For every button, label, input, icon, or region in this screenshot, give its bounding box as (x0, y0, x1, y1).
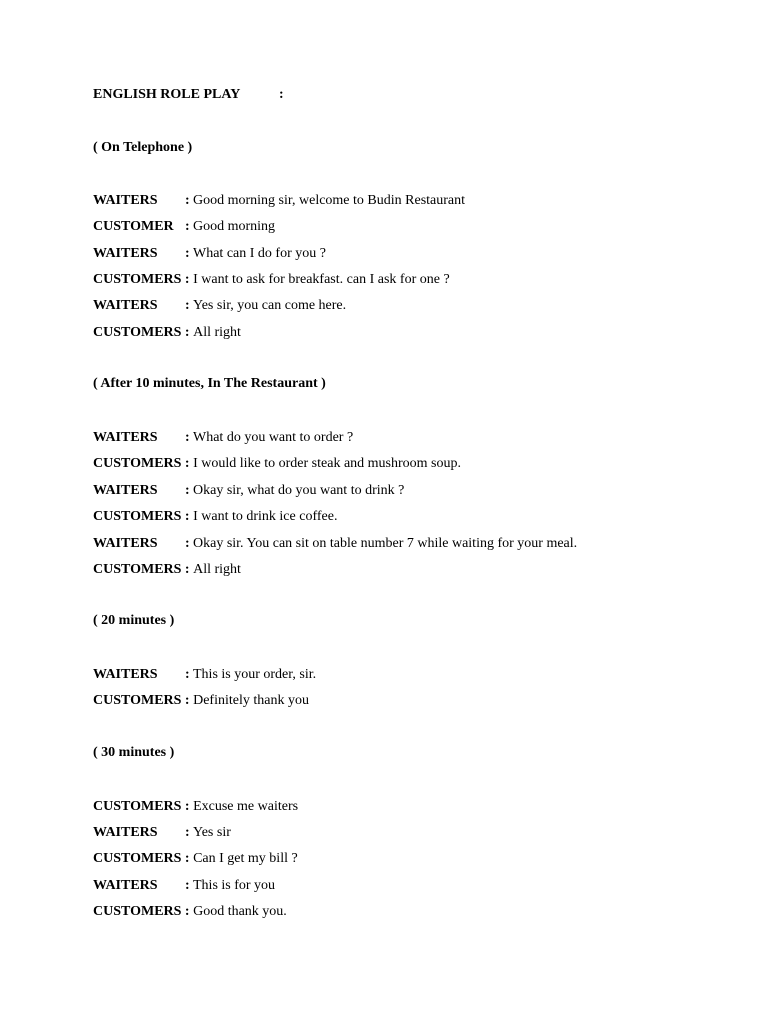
dialogue-text: I would like to order steak and mushroom soup. (193, 456, 461, 471)
speaker-label: WAITERS : (93, 298, 190, 313)
section-heading: ( After 10 minutes, In The Restaurant ) (93, 376, 326, 391)
speaker-label: CUSTOMER : (93, 219, 190, 234)
dialogue-text: All right (193, 562, 241, 577)
speaker-label: WAITERS : (93, 483, 190, 498)
dialogue-text: What do you want to order ? (193, 430, 354, 445)
speaker-label: CUSTOMERS : (93, 325, 190, 340)
speaker-label: WAITERS : (93, 193, 190, 208)
speaker-label: CUSTOMERS : (93, 693, 190, 708)
section-heading: ( On Telephone ) (93, 140, 193, 155)
title-colon: : (279, 87, 284, 102)
speaker-label: CUSTOMERS : (93, 456, 190, 471)
section-heading: ( 30 minutes ) (93, 745, 175, 760)
dialogue-line (93, 297, 346, 315)
dialogue-line (93, 455, 461, 473)
speaker-label: CUSTOMERS : (93, 799, 190, 814)
dialogue-line (93, 850, 298, 868)
speaker-label: WAITERS : (93, 430, 190, 445)
dialogue-text: Okay sir. You can sit on table number 7 while waiting for your meal. (193, 536, 578, 551)
dialogue-line (93, 535, 577, 553)
dialogue-text: Yes sir, you can come here. (193, 298, 347, 313)
dialogue-line (93, 218, 275, 236)
dialogue-text: Okay sir, what do you want to drink ? (193, 483, 405, 498)
dialogue-text: I want to drink ice coffee. (193, 509, 338, 524)
title-text: ENGLISH ROLE PLAY (93, 87, 241, 102)
speaker-label: WAITERS : (93, 536, 190, 551)
speaker-label: WAITERS : (93, 667, 190, 682)
dialogue-line (93, 429, 353, 447)
dialogue-text: Good morning sir, welcome to Budin Restaurant (193, 193, 466, 208)
speaker-label: CUSTOMERS : (93, 509, 190, 524)
dialogue-line (93, 324, 241, 342)
section-heading: ( 20 minutes ) (93, 613, 175, 628)
speaker-label: CUSTOMERS : (93, 272, 190, 287)
dialogue-line (93, 508, 337, 526)
speaker-label: CUSTOMERS : (93, 562, 190, 577)
dialogue-text: Definitely thank you (193, 693, 309, 708)
dialogue-text: This is your order, sir. (193, 667, 317, 682)
document-title (93, 87, 284, 103)
dialogue-line (93, 192, 465, 210)
dialogue-text: Yes sir (193, 825, 231, 840)
dialogue-line (93, 877, 275, 895)
dialogue-text: Good thank you. (193, 904, 287, 919)
speaker-label: WAITERS : (93, 825, 190, 840)
dialogue-line (93, 271, 450, 289)
speaker-label: CUSTOMERS : (93, 851, 190, 866)
dialogue-line (93, 245, 326, 263)
dialogue-text: Good morning (193, 219, 276, 234)
dialogue-text: Excuse me waiters (193, 799, 299, 814)
dialogue-text: All right (193, 325, 241, 340)
dialogue-text: What can I do for you ? (193, 246, 326, 261)
dialogue-line (93, 482, 404, 500)
dialogue-text: This is for you (193, 878, 276, 893)
dialogue-line (93, 692, 309, 710)
dialogue-line (93, 798, 298, 816)
dialogue-line (93, 903, 287, 921)
dialogue-text: I want to ask for breakfast. can I ask for one ? (193, 272, 450, 287)
dialogue-line (93, 824, 231, 842)
speaker-label: CUSTOMERS : (93, 904, 190, 919)
dialogue-line (93, 561, 241, 579)
speaker-label: WAITERS : (93, 878, 190, 893)
speaker-label: WAITERS : (93, 246, 190, 261)
dialogue-line (93, 666, 316, 684)
dialogue-text: Can I get my bill ? (193, 851, 298, 866)
